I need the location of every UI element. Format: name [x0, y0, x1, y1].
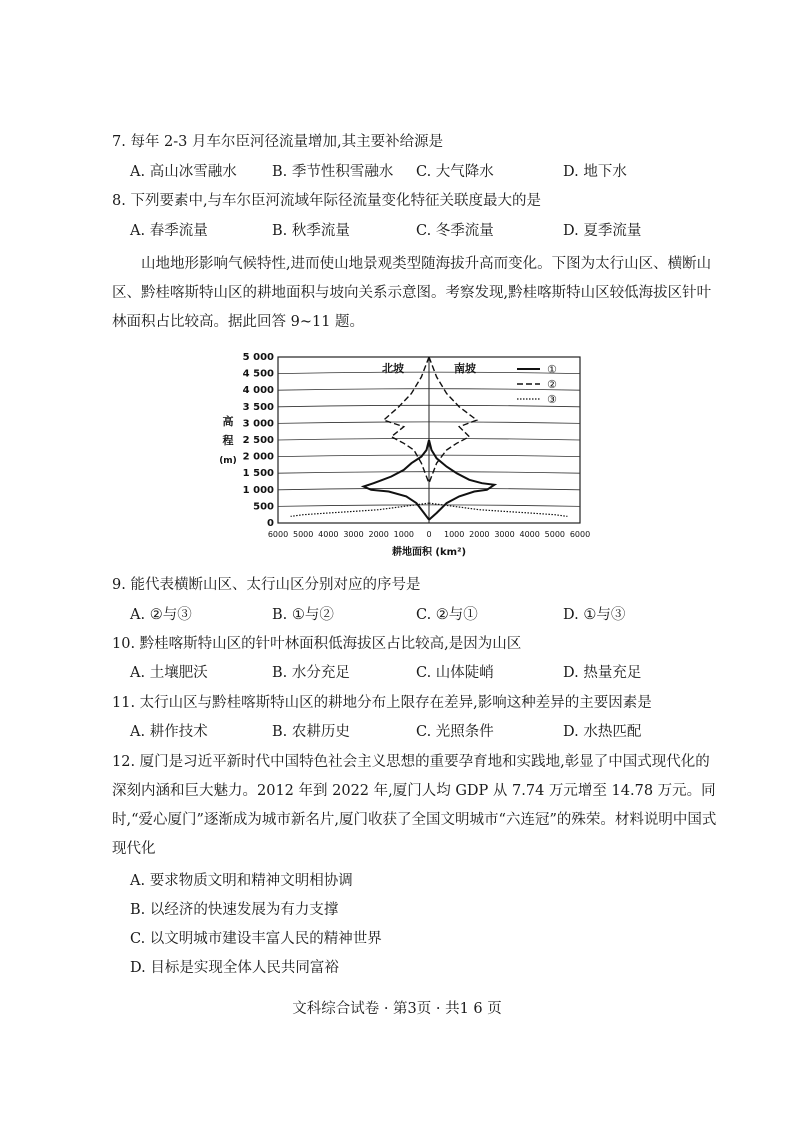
y-tick-label: 4 500 — [242, 368, 274, 380]
x-tick-label: 4000 — [519, 530, 540, 539]
x-tick-label: 6000 — [569, 530, 591, 539]
q10-stem: 10. 黔桂喀斯特山区的针叶林面积低海拔区占比较高,是因为山区 — [112, 636, 522, 652]
q11-option-a: A. 耕作技术 — [130, 724, 208, 740]
y-axis-label: 高 — [222, 415, 234, 428]
q11-stem: 11. 太行山区与黔桂喀斯特山区的耕地分布上限存在差异,影响这种差异的主要因素是 — [112, 695, 652, 711]
x-tick-label: 5000 — [544, 530, 566, 539]
q7-option-c: C. 大气降水 — [416, 164, 494, 180]
south-slope-label: 南坡 — [454, 362, 476, 375]
y-tick-label: 5 000 — [242, 352, 274, 363]
elevation-farmland-chart — [215, 345, 595, 570]
q11-option-d: D. 水热匹配 — [563, 724, 642, 740]
x-tick-label: 1000 — [393, 530, 415, 539]
y-tick-label: 4 000 — [242, 385, 274, 397]
y-tick-label: 2 000 — [242, 451, 274, 463]
y-tick-label: 1 500 — [242, 468, 274, 480]
q10-option-a: A. 土壤肥沃 — [130, 665, 208, 681]
x-tick-label: 5000 — [292, 530, 314, 539]
q8-option-c: C. 冬季流量 — [416, 223, 494, 239]
q11-option-c: C. 光照条件 — [416, 724, 494, 740]
x-tick-label: 2000 — [368, 530, 389, 539]
q12-option-d: D. 目标是实现全体人民共同富裕 — [130, 960, 339, 976]
y-tick-label: 1 000 — [242, 484, 274, 496]
q8-option-d: D. 夏季流量 — [563, 223, 642, 239]
q10-option-d: D. 热量充足 — [563, 665, 642, 681]
x-tick-label: 3000 — [494, 530, 515, 539]
q12-option-b: B. 以经济的快速发展为有力支撑 — [130, 902, 339, 918]
north-slope-label: 北坡 — [382, 362, 404, 375]
q7-option-d: D. 地下水 — [563, 164, 627, 180]
q12-stem: 12. 厦门是习近平新时代中国特色社会主义思想的重要孕育地和实践地,彰显了中国式现代化的深刻内涵和巨大魅力。2012 年到 2022 年,厦门人均 GDP 从 7.74 万元增至 14.78 万元。同时,“爱心厦门”逐渐成为城市新名片,厦门收获了全国文明城市“六连冠”的殊荣。材料说明中国式现代化 — [112, 754, 717, 857]
x-tick-label: 2000 — [469, 530, 490, 539]
material-paragraph — [112, 250, 722, 337]
q9-stem: 9. 能代表横断山区、太行山区分别对应的序号是 — [112, 577, 421, 593]
q12-option-a: A. 要求物质文明和精神文明相协调 — [130, 873, 353, 889]
q7-option-a: A. 高山冰雪融水 — [130, 164, 237, 180]
x-tick-label: 1000 — [443, 530, 465, 539]
q9-option-d: D. ①与③ — [563, 607, 626, 623]
x-tick-label: 6000 — [267, 530, 289, 539]
x-tick-label: 4000 — [318, 530, 339, 539]
y-tick-label: 500 — [253, 501, 274, 513]
material-text: 山地地形影响气候特性,进而使山地景观类型随海拔升高而变化。下图为太行山区、横断山区、黔桂喀斯特山区的耕地面积与坡向关系示意图。考察发现,黔桂喀斯特山区较低海拔区针叶林面积占比较高。据此回答 9~11 题。 — [112, 256, 712, 330]
q9-option-c: C. ②与① — [416, 607, 478, 623]
q7-stem: 7. 每年 2-3 月车尔臣河径流量增加,其主要补给源是 — [112, 134, 444, 150]
legend-label: ① — [547, 363, 557, 376]
q11-option-b: B. 农耕历史 — [272, 724, 350, 740]
q8-stem: 8. 下列要素中,与车尔臣河流域年际径流量变化特征关联度最大的是 — [112, 193, 542, 209]
q10-option-b: B. 水分充足 — [272, 665, 350, 681]
q9-option-b: B. ①与② — [272, 607, 334, 623]
y-tick-label: 3 000 — [242, 418, 274, 430]
y-tick-label: 2 500 — [242, 435, 274, 446]
page-footer: 文科综合试卷 · 第3页 · 共1 6 页 — [292, 1001, 502, 1017]
q7-option-b: B. 季节性积雪融水 — [272, 164, 394, 180]
x-tick-label: 0 — [426, 530, 432, 539]
x-tick-label: 3000 — [343, 530, 364, 539]
q8-option-a: A. 春季流量 — [130, 223, 208, 239]
series-line-south — [429, 357, 477, 483]
y-tick-label: 3 500 — [242, 401, 274, 413]
q10-option-c: C. 山体陡峭 — [416, 665, 494, 681]
series-line-north — [384, 357, 429, 483]
q9-option-a: A. ②与③ — [130, 607, 192, 623]
legend-label: ② — [547, 378, 557, 391]
y-tick-label: 0 — [267, 518, 274, 529]
legend-label: ③ — [547, 393, 557, 406]
q12-option-c: C. 以文明城市建设丰富人民的精神世界 — [130, 931, 382, 947]
y-axis-label: 程 — [222, 434, 234, 447]
y-axis-label: (m) — [219, 456, 237, 466]
x-axis-label: 耕地面积 (km²) — [391, 547, 467, 558]
q8-option-b: B. 秋季流量 — [272, 223, 350, 239]
